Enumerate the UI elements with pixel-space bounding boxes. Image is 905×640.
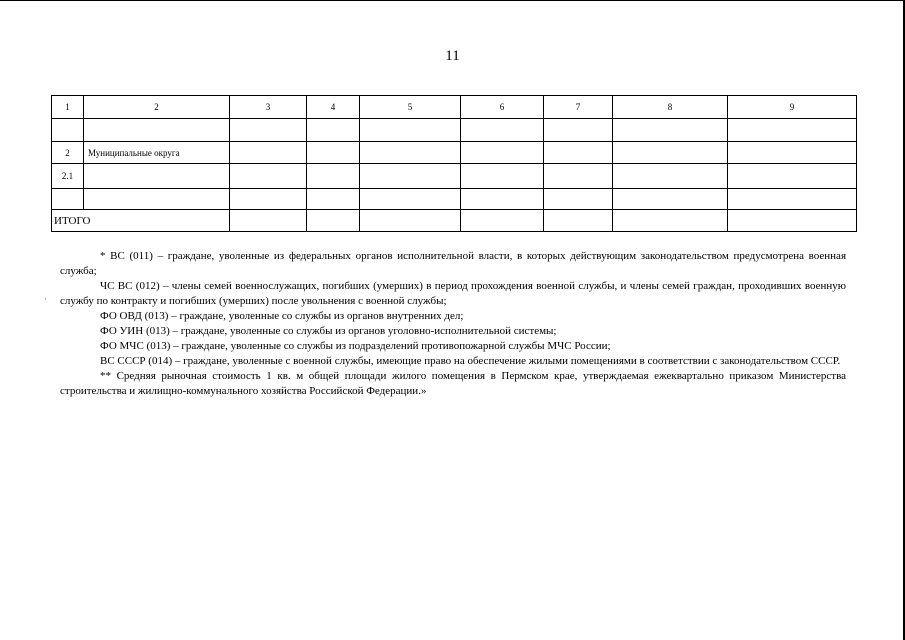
footnotes — [60, 249, 846, 399]
table-cell — [613, 119, 728, 142]
table-cell — [360, 189, 461, 210]
table-cell — [728, 164, 857, 189]
column-header: 6 — [461, 96, 544, 119]
table-cell — [360, 119, 461, 142]
row-name — [84, 189, 230, 210]
table-cell — [230, 189, 307, 210]
data-table — [51, 95, 857, 232]
table-cell — [728, 119, 857, 142]
row-name: Муниципальные округа — [84, 142, 230, 164]
column-header: 8 — [613, 96, 728, 119]
footnote-paragraph: ЧС ВС (012) – члены семей военнослужащих, погибших (умерших) в период прохождения военной службы, и члены семей граждан, проходивших военную службу по контракту и погибших (умерших) после увольнения с военной службы; — [60, 280, 846, 307]
table-cell — [360, 210, 461, 232]
table-header-row — [52, 96, 857, 119]
table-cell — [461, 142, 544, 164]
table-cell — [613, 210, 728, 232]
row-name — [84, 119, 230, 142]
total-row — [52, 210, 857, 232]
footnote-paragraph: ФО ОВД (013) – граждане, уволенные со службы из органов внутренних дел; — [100, 310, 464, 322]
column-header: 9 — [728, 96, 857, 119]
column-header: 4 — [307, 96, 360, 119]
table-cell — [360, 142, 461, 164]
table-cell — [613, 189, 728, 210]
row-number: 2.1 — [52, 164, 84, 189]
table-cell — [728, 142, 857, 164]
table-cell — [728, 189, 857, 210]
table-cell — [360, 164, 461, 189]
table-cell — [230, 142, 307, 164]
column-header: 1 — [52, 96, 84, 119]
footnote-paragraph: ВС СССР (014) – граждане, уволенные с военной службы, имеющие право на обеспечение жилыми помещениями в соответствии с законодательством СССР. — [100, 355, 841, 367]
table-row — [52, 189, 857, 210]
table-cell — [461, 189, 544, 210]
footnote-paragraph: ** Средняя рыночная стоимость 1 кв. м общей площади жилого помещения в Пермском крае, утверждаемая ежеквартально приказом Министерства строительства и жилищно-коммунального хозяйства Российской Федерации.» — [60, 370, 846, 397]
table-cell — [461, 164, 544, 189]
footnote-paragraph: ФО УИН (013) – граждане, уволенные со службы из органов уголовно-исполнительной системы; — [100, 325, 557, 337]
table-cell — [613, 142, 728, 164]
row-name — [84, 164, 230, 189]
column-header: 2 — [84, 96, 230, 119]
table-cell — [230, 210, 307, 232]
row-number — [52, 119, 84, 142]
table-cell — [544, 189, 613, 210]
table-cell — [461, 119, 544, 142]
table-cell — [307, 142, 360, 164]
table-cell — [230, 119, 307, 142]
table-row — [52, 142, 857, 164]
column-header: 3 — [230, 96, 307, 119]
table-cell — [307, 164, 360, 189]
table-cell — [544, 164, 613, 189]
table-cell — [307, 210, 360, 232]
table-cell — [230, 164, 307, 189]
table-cell — [728, 210, 857, 232]
footnote-paragraph: ФО МЧС (013) – граждане, уволенные со службы из подразделений противопожарной службы МЧС России; — [100, 340, 611, 352]
table-cell — [613, 164, 728, 189]
table-cell — [307, 189, 360, 210]
table-row — [52, 119, 857, 142]
margin-mark: ' — [45, 297, 47, 305]
table-cell — [544, 210, 613, 232]
column-header: 5 — [360, 96, 461, 119]
row-number: 2 — [52, 142, 84, 164]
row-number — [52, 189, 84, 210]
column-header: 7 — [544, 96, 613, 119]
table-cell — [461, 210, 544, 232]
page-number: 11 — [445, 48, 460, 64]
table-cell — [544, 142, 613, 164]
table-cell — [544, 119, 613, 142]
table-row — [52, 164, 857, 189]
table-cell — [307, 119, 360, 142]
footnote-paragraph: * ВС (011) – граждане, уволенные из федеральных органов исполнительной власти, в которых действующим законодательством предусмотрена военная служба; — [60, 250, 846, 277]
page-edge-top — [0, 0, 905, 1]
total-label: ИТОГО — [52, 210, 230, 232]
